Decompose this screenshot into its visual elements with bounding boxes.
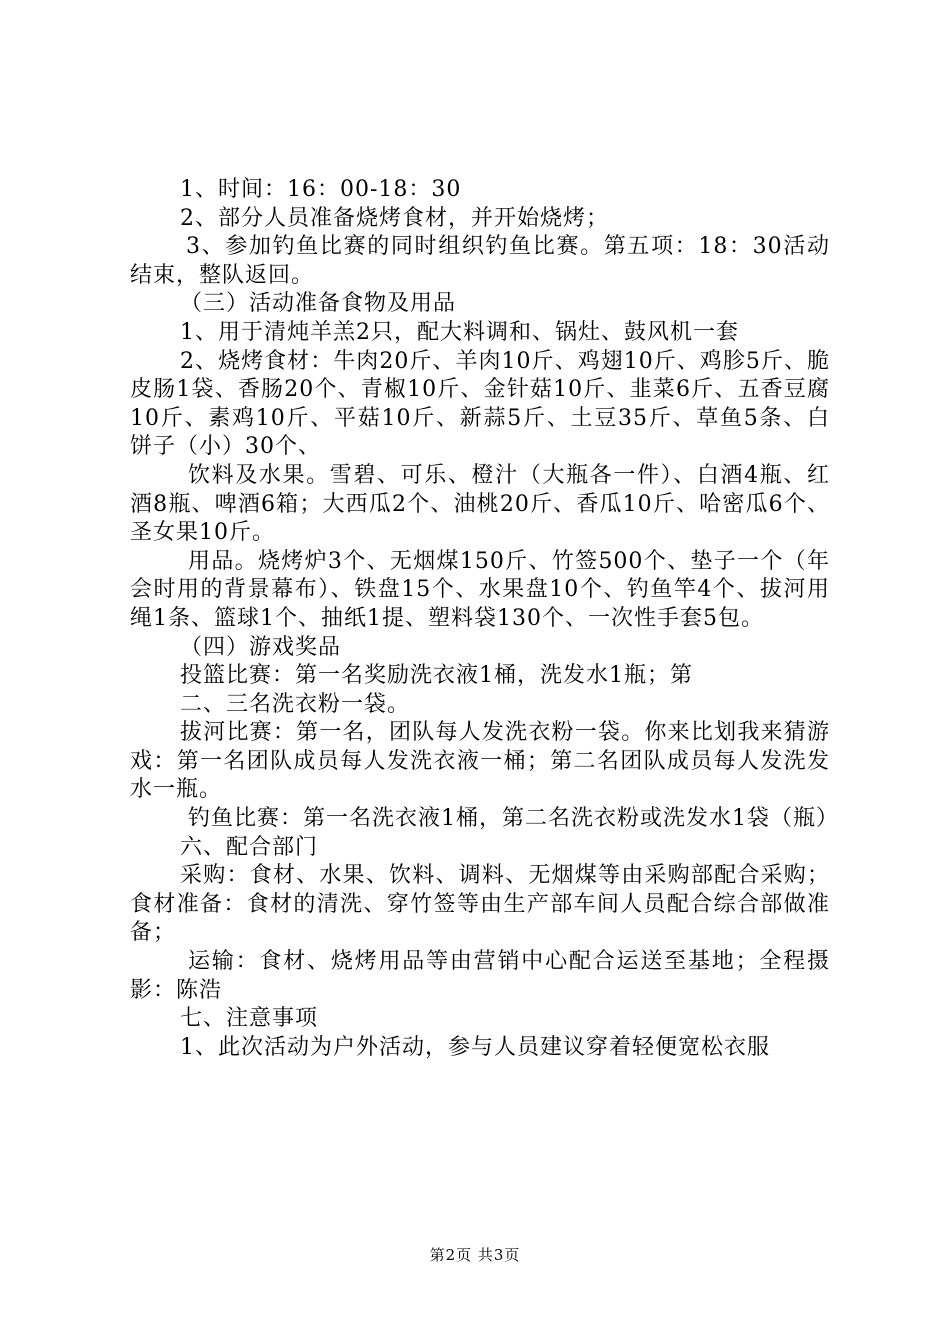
paragraph-bbq-prep: 2、部分人员准备烧烤食材，并开始烧烤； (180, 205, 609, 231)
document-body (130, 176, 839, 1062)
section-heading-supplies: （三）活动准备食物及用品 (180, 291, 457, 317)
section-heading-prizes: （四）游戏奖品 (180, 634, 342, 660)
paragraph-basketball: 投篮比赛：第一名奖励洗衣液1桶，洗发水1瓶；第 (180, 663, 693, 689)
paragraph-tug-of-war: 拔河比赛：第一名，团队每人发洗衣粉一袋。你来比划我来猜游戏：第一名团队成员每人发洗衣液一桶；第二名团队成员每人发洗发水一瓶。 (130, 720, 830, 803)
paragraph-purchasing: 采购：食材、水果、饮料、调料、无烟煤等由采购部配合采购；食材准备：食材的清洗、穿竹签等由生产部车间人员配合综合部做准备； (130, 863, 830, 946)
paragraph-transport: 运输：食材、烧烤用品等由营销中心配合运送至基地；全程摄影：陈浩 (130, 949, 830, 1003)
paragraph-second-third: 二、三名洗衣粉一袋。 (180, 691, 411, 717)
section-heading-notes: 七、注意事项 (180, 1006, 319, 1032)
section-heading-departments: 六、配合部门 (180, 834, 319, 860)
paragraph-outdoor-note: 1、此次活动为户外活动，参与人员建议穿着轻便宽松衣服 (180, 1034, 770, 1060)
paragraph-drinks-fruit: 饮料及水果。雪碧、可乐、橙汁（大瓶各一件）、白酒4瓶、红酒8瓶、啤酒6箱；大西瓜2个、油桃20斤、香瓜10斤、哈密瓜6个、圣女果10斤。 (130, 462, 830, 546)
page-footer: 第2页 共3页 (429, 1246, 521, 1264)
paragraph-time: 1、时间：16：00-18：30 (180, 177, 462, 202)
paragraph-fishing-prize: 钓鱼比赛：第一名洗衣液1桶，第二名洗衣粉或洗发水1袋（瓶） (188, 806, 839, 832)
paragraph-lamb: 1、用于清炖羊羔2只，配大料调和、锅灶、鼓风机一套 (180, 319, 739, 345)
paragraph-supplies: 用品。烧烤炉3个、无烟煤150斤、竹签500个、垫子一个（年会时用的背景幕布）、铁盘15个、水果盘10个、钓鱼竿4个、拔河用绳1条、篮球1个、抽纸1提、塑料袋130个、一次性手套5包。 (130, 548, 830, 631)
paragraph-bbq-ingredients: 2、烧烤食材：牛肉20斤、羊肉10斤、鸡翅10斤、鸡胗5斤、脆皮肠1袋、香肠20个、青椒10斤、金针菇10斤、韭菜6斤、五香豆腐10斤、素鸡10斤、平菇10斤、新蒜5斤、土豆35斤、草鱼5条、白饼子（小）30个、 (130, 348, 830, 460)
paragraph-fishing: 3、参加钓鱼比赛的同时组织钓鱼比赛。第五项：18：30活动结束，整队返回。 (130, 234, 830, 288)
